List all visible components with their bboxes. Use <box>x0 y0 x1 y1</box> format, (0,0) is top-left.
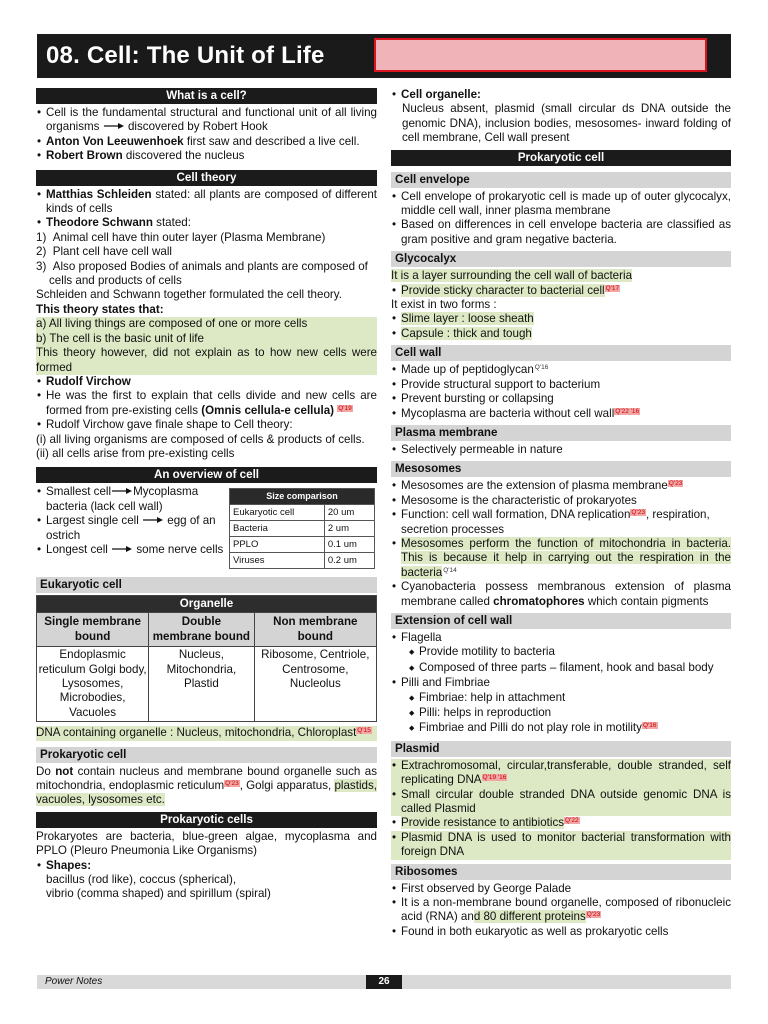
paragraph: Nucleus absent, plasmid (small circular ds DNA outside the genomic DNA), inclusion bodies, mesosomes- inward folding of cell membrane, Cell wall present <box>402 102 731 145</box>
paragraph: vibrio (comma shaped) and spirillum (spiral) <box>46 887 271 901</box>
section-heading-prokaryotic-cells: Prokaryotic cells <box>36 812 377 828</box>
subheading-ribosomes: Ribosomes <box>391 864 731 880</box>
bullet: • Made up of peptidoglycan$^{Q'16}$ <box>391 363 731 377</box>
arrow-icon <box>142 515 164 525</box>
title-bar <box>37 34 731 78</box>
paragraph: Do not contain nucleus and membrane bound organelle such as mitochondria, endoplasmic reticulum$^{Q'23}$, Golgi apparatus, plastids, vacuoles, lysosomes etc. <box>36 764 377 807</box>
size-comparison-table <box>229 488 375 569</box>
bullet: • Flagella <box>391 631 731 645</box>
question-ref: Q'22 '16 <box>615 407 640 415</box>
arrow-icon <box>111 486 133 496</box>
bullet: • Extrachromosomal, circular,transferable, double stranded, self replicating DNA$^{Q'19 '16}$ <box>391 759 731 788</box>
paragraph: This theory states that: <box>36 302 164 316</box>
left-column <box>36 88 377 902</box>
section-heading-what-is-cell: What is a cell? <box>36 88 377 104</box>
question-ref: Q'16 <box>534 364 549 372</box>
bullet: • Cyanobacteria possess membranous extension of plasma membrane called chromatophores which contain pigments <box>391 580 731 609</box>
right-column <box>391 88 731 939</box>
bullet: • Matthias Schleiden stated: all plants are composed of different kinds of cells <box>36 188 377 217</box>
column-header: Double membrane bound <box>149 613 254 647</box>
bullet: • Mycoplasma are bacteria without cell wall$^{Q'22 '16}$ <box>391 407 731 421</box>
bullet: • Shapes: <box>36 859 377 873</box>
paragraph: It is a layer surrounding the cell wall of bacteria <box>391 269 633 283</box>
question-ref: Q'23 <box>586 911 601 919</box>
subheading-cell-wall: Cell wall <box>391 345 731 361</box>
organelle-table <box>36 595 377 722</box>
arrow-icon <box>103 121 125 131</box>
bullet: • It is a non-membrane bound organelle, composed of ribonucleic acid (RNA) and 80 different proteins$^{Q'23}$ <box>391 896 731 925</box>
table-row: Bacteria 2 um <box>230 521 375 537</box>
bullet: • Anton Von Leeuwenhoek first saw and described a live cell. <box>36 135 377 149</box>
paragraph: (i) all living organisms are composed of cells & products of cells. <box>36 432 365 446</box>
table-row: PPLO 0.1 um <box>230 537 375 553</box>
bullet: • Rudolf Virchow <box>36 375 377 389</box>
question-ref: Q'19 <box>338 404 352 412</box>
footer-label: Power Notes <box>45 976 103 987</box>
subheading-mesosomes: Mesosomes <box>391 461 731 477</box>
paragraph: (ii) all cells arise from pre-existing cells <box>36 446 235 460</box>
bullet: • Provide sticky character to bacterial cell$^{Q'17}$ <box>391 284 731 298</box>
subheading-prokaryotic-cell: Prokaryotic cell <box>36 747 377 763</box>
subheading-plasmid: Plasmid <box>391 741 731 757</box>
paragraph: bacillus (rod like), coccus (spherical), <box>46 873 237 887</box>
section-heading-overview: An overview of cell <box>36 467 377 483</box>
question-ref: Q'16 <box>642 722 657 730</box>
bullet: • Mesosomes perform the function of mitochondria in bacteria. This is because it help in carrying out the respiration in the bacteria$^{Q'14}$ <box>391 537 731 580</box>
highlighted-line: This theory however, did not explain as to how new cells were formed <box>36 346 377 374</box>
organelle-table-header: Organelle <box>37 596 377 613</box>
bullet: • Function: cell wall formation, DNA replication$^{Q'23}$, respiration, secretion processes <box>391 508 731 537</box>
bullet: • First observed by George Palade <box>391 882 731 896</box>
section-heading-prokaryotic: Prokaryotic cell <box>391 150 731 166</box>
numbered-item: 3) Also proposed Bodies of animals and plants are composed of cells and products of cells <box>36 259 368 288</box>
bullet: • Longest cell some nerve cells <box>36 543 226 557</box>
section-heading-cell-theory: Cell theory <box>36 170 377 186</box>
bullet: • Capsule : thick and tough <box>391 327 731 341</box>
question-ref: Q'23 <box>225 780 239 787</box>
arrow-icon <box>111 544 133 554</box>
bullet: • Mesosome is the characteristic of prokaryotes <box>391 494 731 508</box>
question-ref: Q'22 <box>565 817 579 825</box>
sub-bullet: ◆ Composed of three parts – filament, hook and basal body <box>391 661 731 676</box>
bullet: • Provide structural support to bacterium <box>391 378 731 392</box>
footer <box>37 975 731 989</box>
bullet: • Based on differences in cell envelope bacteria are classified as gram positive and gram negative bacteria. <box>391 218 731 247</box>
subheading-eukaryotic: Eukaryotic cell <box>36 577 377 593</box>
bullet: • Mesosomes are the extension of plasma membrane$^{Q'23}$ <box>391 479 731 493</box>
chapter-title: 08. Cell: The Unit of Life <box>46 42 325 69</box>
column-header: Non membrane bound <box>254 613 376 647</box>
table-row: Eukaryotic cell 20 um <box>230 505 375 521</box>
question-ref: Q'19 '16 <box>482 774 507 782</box>
bullet: • Cell organelle: <box>391 88 731 102</box>
subheading-plasma-membrane: Plasma membrane <box>391 425 731 441</box>
overview-block <box>36 485 377 577</box>
bullet: • Found in both eukaryotic as well as prokaryotic cells <box>391 925 731 939</box>
bullet: • Robert Brown discovered the nucleus <box>36 149 377 163</box>
bullet: • Small circular double stranded DNA outside genomic DNA is called Plasmid <box>391 788 731 817</box>
sub-bullet: ◆ Provide motility to bacteria <box>391 645 731 660</box>
bullet: • Selectively permeable in nature <box>391 443 731 457</box>
bullet: • Largest single cell egg of an ostrich <box>36 514 226 543</box>
table-row: Endoplasmic reticulum Golgi body, Lysosomes, Microbodies, Vacuoles Nucleus, Mitochondria, Plastid Ribosome, Centriole, Centrosome, Nucleolus <box>37 647 377 722</box>
bullet: • Pilli and Fimbriae <box>391 676 731 690</box>
sub-bullet: ◆ Fimbriae: help in attachment <box>391 691 731 706</box>
bullet: • Theodore Schwann stated: <box>36 216 377 230</box>
bullet: • Rudolf Virchow gave finale shape to Cell theory: <box>36 418 377 432</box>
bullet: • Smallest cell Mycoplasma bacteria (lack cell wall) <box>36 485 226 514</box>
question-ref: Q'23 <box>668 480 683 488</box>
bullet: • Prevent bursting or collapsing <box>391 392 731 406</box>
subheading-cell-envelope: Cell envelope <box>391 172 731 188</box>
numbered-item: 2) Plant cell have cell wall <box>36 245 172 259</box>
page-number: 26 <box>366 975 402 989</box>
bullet: • Cell is the fundamental structural and functional unit of all living organisms discovered by Robert Hook <box>36 106 377 135</box>
bullet: • Plasmid DNA is used to monitor bacterial transformation with foreign DNA <box>391 831 731 860</box>
question-ref: Q'15 <box>357 727 371 735</box>
paragraph: Prokaryotes are bacteria, blue-green algae, mycoplasma and PPLO (Pleuro Pneumonia Like Organisms) <box>36 829 377 858</box>
sub-bullet: ◆ Fimbriae and Pilli do not play role in motility$^{Q'16}$ <box>391 721 731 736</box>
numbered-item: 1) Animal cell have thin outer layer (Plasma Membrane) <box>36 230 326 244</box>
size-table-header: Size comparison <box>230 489 375 505</box>
column-header: Single membrane bound <box>37 613 149 647</box>
paragraph: Schleiden and Schwann together formulated the cell theory. <box>36 288 342 302</box>
bullet: • Slime layer : loose sheath <box>391 312 731 326</box>
highlight-box <box>374 38 707 72</box>
highlighted-line: b) The cell is the basic unit of life <box>36 332 377 346</box>
question-ref: Q'23 <box>631 509 645 517</box>
bullet: • Provide resistance to antibiotics$^{Q'22}$ <box>391 816 731 830</box>
question-ref: Q'14 <box>443 566 457 574</box>
sub-bullet: ◆ Pilli: helps in reproduction <box>391 706 731 721</box>
subheading-extension: Extension of cell wall <box>391 613 731 629</box>
bullet: • Cell envelope of prokaryotic cell is made up of outer glycocalyx, middle cell wall, inner plasma membrane <box>391 190 731 219</box>
question-ref: Q'17 <box>605 284 620 292</box>
paragraph: It exist in two forms : <box>391 298 497 312</box>
highlighted-line: DNA containing organelle : Nucleus, mitochondria, Chloroplast$^{Q'15}$ <box>36 726 377 740</box>
table-row: Viruses 0.2 um <box>230 553 375 569</box>
subheading-glycocalyx: Glycocalyx <box>391 251 731 267</box>
bullet: • He was the first to explain that cells divide and new cells are formed from pre-existing cells (Omnis cellula-e cellula) $^{Q'19}$ <box>36 389 377 418</box>
highlighted-line: a) All living things are composed of one or more cells <box>36 317 377 331</box>
